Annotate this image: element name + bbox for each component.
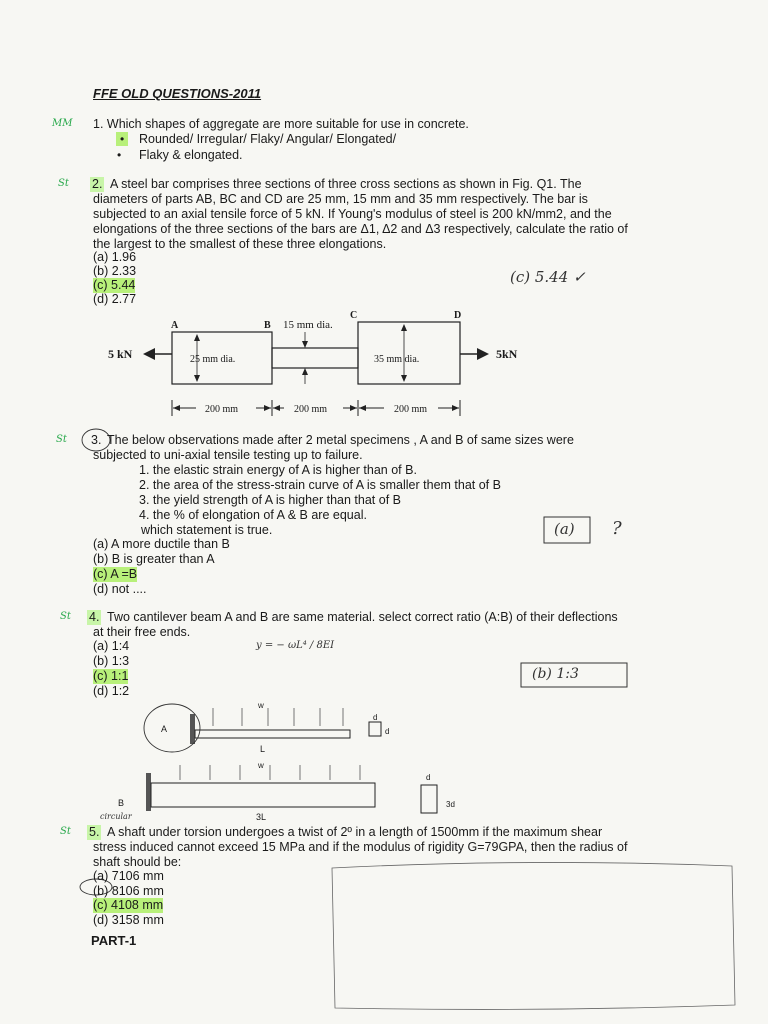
margin-mark-q1: MM — [52, 118, 73, 129]
q2-dia-cd: 35 mm dia. — [374, 354, 420, 365]
q4-load-label-a: w — [258, 701, 264, 710]
q3-number: 3. — [91, 433, 102, 447]
q4-handwritten-formula: y = − ωL⁴ / 8EI — [256, 640, 335, 651]
q2-len-ab: 200 mm — [205, 404, 239, 415]
q1-option-1: Rounded/ Irregular/ Flaky/ Angular/ Elongated/ — [139, 132, 397, 146]
q2-dia-ab: 25 mm dia. — [190, 354, 236, 365]
q5-line-3: shaft should be: — [93, 855, 182, 869]
q2-len-cd: 200 mm — [394, 404, 428, 415]
q2-point-d: D — [454, 310, 462, 321]
q3-statement-4: 4. the % of elongation of A & B are equal. — [139, 508, 367, 522]
q3-handwritten-query: ? — [612, 518, 622, 539]
q2-option-d: (d) 2.77 — [93, 292, 137, 306]
q2-left-force: 5 kN — [108, 347, 133, 361]
q1-text: 1. Which shapes of aggregate are more suitable for use in concrete. — [93, 117, 469, 131]
q4-handwritten-note: circular — [100, 812, 132, 821]
q4-option-d: (d) 1:2 — [93, 684, 130, 698]
q2-dia-bc: 15 mm dia. — [283, 319, 333, 331]
q2-option-a: (a) 1.96 — [93, 250, 137, 264]
q1-option-2: Flaky & elongated. — [139, 148, 243, 162]
q4-handwritten-answer: (b) 1:3 — [532, 666, 579, 682]
bullet-icon: • — [116, 132, 128, 146]
q2-number: 2. — [92, 177, 103, 191]
q4-beam-b-label: B — [118, 798, 125, 808]
q4-length-b: 3L — [256, 812, 267, 822]
q4-length-a: L — [260, 744, 266, 754]
q2-point-b: B — [264, 320, 271, 331]
q3-line-1: The below observations made after 2 metal specimens , A and B of same sizes were — [107, 433, 574, 447]
margin-mark-q4: St — [60, 611, 71, 622]
part-label: PART-1 — [91, 933, 137, 948]
q2-line-4: elongations of the three sections of the bars are Δ1, Δ2 and Δ3 respectively, calculate the ratio of — [93, 222, 628, 236]
q4-option-b: (b) 1:3 — [93, 654, 130, 668]
q3-statement-3: 3. the yield strength of A is higher than that of B — [139, 493, 401, 507]
q5-option-a: (a) 7106 mm — [93, 869, 164, 883]
q2-len-bc: 200 mm — [294, 404, 328, 415]
q3-option-d: (d) not .... — [93, 582, 147, 596]
q2-line-1: A steel bar comprises three sections of three cross sections as shown in Fig. Q1. The — [110, 177, 582, 191]
q5-number: 5. — [89, 825, 100, 839]
bullet-icon: • — [117, 148, 122, 162]
q2-point-c: C — [350, 310, 358, 321]
q3-option-b: (b) B is greater than A — [93, 552, 215, 566]
margin-mark-q2: St — [58, 178, 69, 189]
q5-line-1: A shaft under torsion undergoes a twist of 2º in a length of 1500mm if the maximum shear — [107, 825, 603, 839]
q4-line-1: Two cantilever beam A and B are same material. select correct ratio (A:B) of their deflections — [107, 610, 618, 624]
q4-number: 4. — [89, 610, 100, 624]
q5-option-b: (b) 8106 mm — [93, 884, 164, 898]
q2-point-a: A — [171, 320, 179, 331]
q4-option-c: (c) 1:1 — [93, 669, 129, 683]
q4-line-2: at their free ends. — [93, 625, 191, 639]
q2-line-3: subjected to an axial tensile force of 5 kN. If Young's modulus of steel is 200 kN/mm2, and the — [93, 207, 612, 221]
q4-option-a: (a) 1:4 — [93, 639, 130, 653]
q5-line-2: stress induced cannot exceed 15 MPa and if the modulus of rigidity G=79GPA, then the radius of — [93, 840, 628, 854]
q3-option-c: (c) A =B — [93, 567, 138, 581]
q5-option-c: (c) 4108 mm — [93, 898, 164, 912]
q4-section-b: 3d — [446, 800, 455, 809]
q2-option-b: (b) 2.33 — [93, 264, 137, 278]
q3-prompt: which statement is true. — [141, 523, 273, 537]
margin-mark-q3: St — [56, 434, 67, 445]
q2-line-2: diameters of parts AB, BC and CD are 25 mm, 15 mm and 35 mm respectively. The bar is — [93, 192, 588, 206]
q3-option-a: (a) A more ductile than B — [93, 537, 230, 551]
page-title: FFE OLD QUESTIONS-2011 — [93, 86, 262, 101]
q3-statement-2: 2. the area of the stress-strain curve of A is smaller them that of B — [139, 478, 501, 492]
q4-section-depth-a: d — [373, 713, 378, 722]
margin-mark-q5: St — [60, 826, 71, 837]
q4-section-a: d — [385, 727, 390, 736]
q2-right-force: 5kN — [496, 347, 518, 361]
q3-statement-1: 1. the elastic strain energy of A is higher than of B. — [139, 463, 417, 477]
q5-option-d: (d) 3158 mm — [93, 913, 164, 927]
q4-beam-a-label: A — [161, 724, 168, 734]
q3-handwritten-answer: (a) — [554, 520, 575, 538]
q2-handwritten-answer: (c) 5.44 ✓ — [510, 268, 586, 286]
q3-line-2: subjected to uni-axial tensile testing up to failure. — [93, 448, 363, 462]
q2-line-5: the largest to the smallest of these three elongations. — [93, 237, 387, 251]
q2-option-c: (c) 5.44 — [93, 278, 136, 292]
q4-section-depth-b: d — [426, 773, 431, 782]
q4-load-label-b: w — [258, 761, 264, 770]
